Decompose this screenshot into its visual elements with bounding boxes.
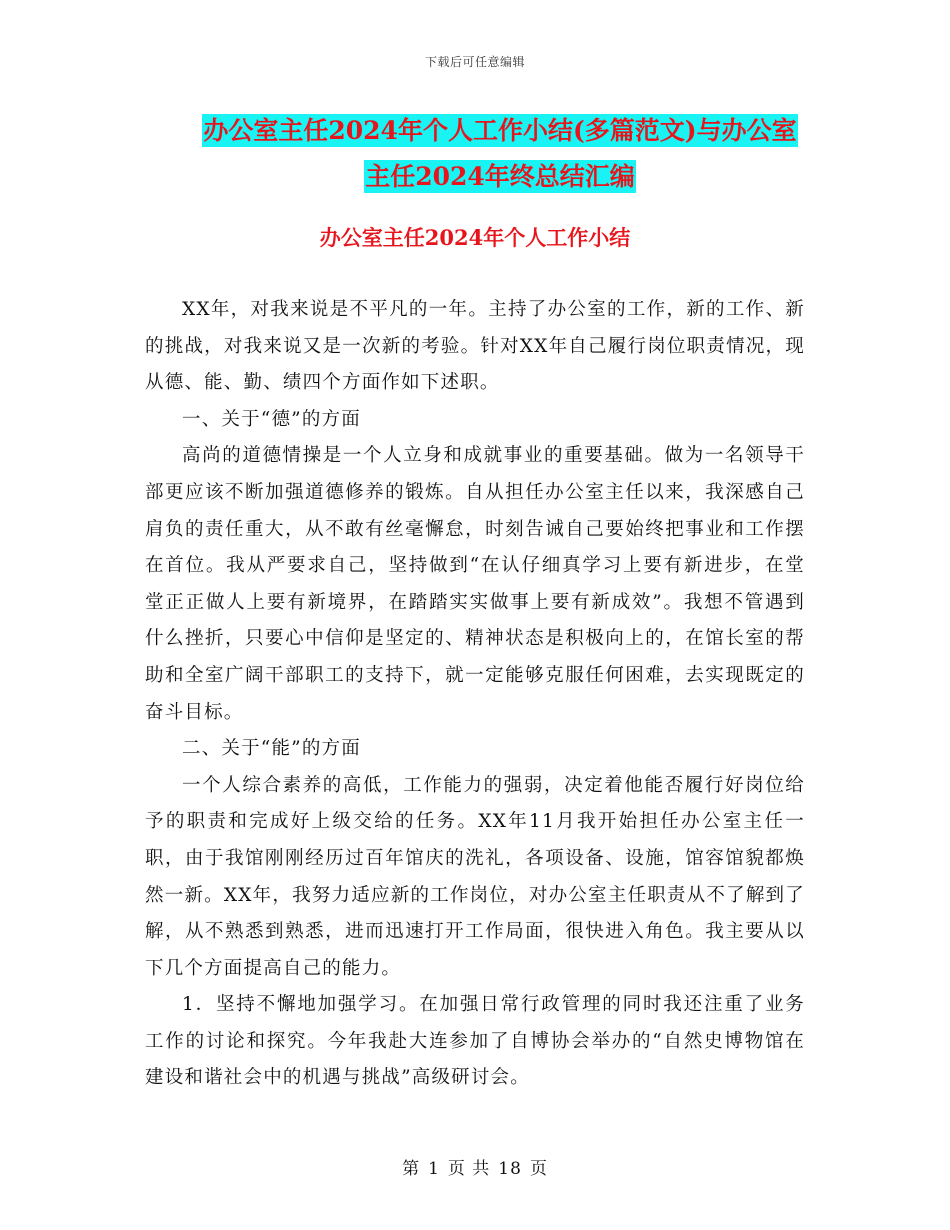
document-title-line-2: 主任2024年终总结汇编 [365, 162, 635, 191]
paragraph: XX年，对我来说是不平凡的一年。主持了办公室的工作，新的工作、新的挑战，对我来说又是一次新的考验。针对XX年自己履行岗位职责情况，现从德、能、勤、绩四个方面作如下述职。 [145, 299, 805, 394]
paragraph-heading: 一、关于“德”的方面 [182, 408, 361, 430]
page-number: 1 [428, 1159, 440, 1179]
page-label-suffix: 页 [529, 1159, 548, 1179]
page-footer [0, 1154, 950, 1179]
paragraph: 高尚的道德情操是一个人立身和成就事业的重要基础。做为一名领导干部更应该不断加强道德修养的锻炼。自从担任办公室主任以来，我深感自己肩负的责任重大，从不敢有丝毫懈怠，时刻告诫自己要始终把事业和工作摆在首位。我从严要求自己，坚持做到“在认仔细真学习上要有新进步，在堂堂正正做人上要有新境界，在踏踏实实做事上要有新成效”。我想不管遇到什么挫折，只要心中信仰是坚定的、精神状态是积极向上的，在馆长室的帮助和全室广阔干部职工的支持下，就一定能够克服任何困难，去实现既定的奋斗目标。 [145, 445, 805, 723]
document-title-line-1: 办公室主任2024年个人工作小结(多篇范文)与办公室 [203, 116, 797, 145]
paragraph-heading: 二、关于“能”的方面 [182, 738, 361, 760]
document-title [120, 108, 880, 200]
paragraph: 1．坚持不懈地加强学习。在加强日常行政管理的同时我还注重了业务工作的讨论和探究。今年我赴大连参加了自博协会举办的“自然史博物馆在建设和谐社会中的机遇与挑战”高级研讨会。 [145, 994, 805, 1089]
paragraph: 一个人综合素养的高低，工作能力的强弱，决定着他能否履行好岗位给予的职责和完成好上级交给的任务。XX年11月我开始担任办公室主任一职，由于我馆刚刚经历过百年馆庆的洗礼，各项设备、设施，馆容馆貌都焕然一新。XX年，我努力适应新的工作岗位，对办公室主任职责从不了解到了解，从不熟悉到熟悉，进而迅速打开工作局面，很快进入角色。我主要从以下几个方面提高自己的能力。 [145, 774, 805, 979]
page-total: 18 [498, 1159, 522, 1179]
page-label-prefix: 第 [402, 1159, 421, 1179]
page-label-mid: 页 共 [447, 1159, 491, 1179]
section-title: 办公室主任2024年个人工作小结 [319, 225, 631, 250]
document-body [145, 292, 805, 1097]
header-note: 下载后可任意编辑 [424, 55, 525, 69]
